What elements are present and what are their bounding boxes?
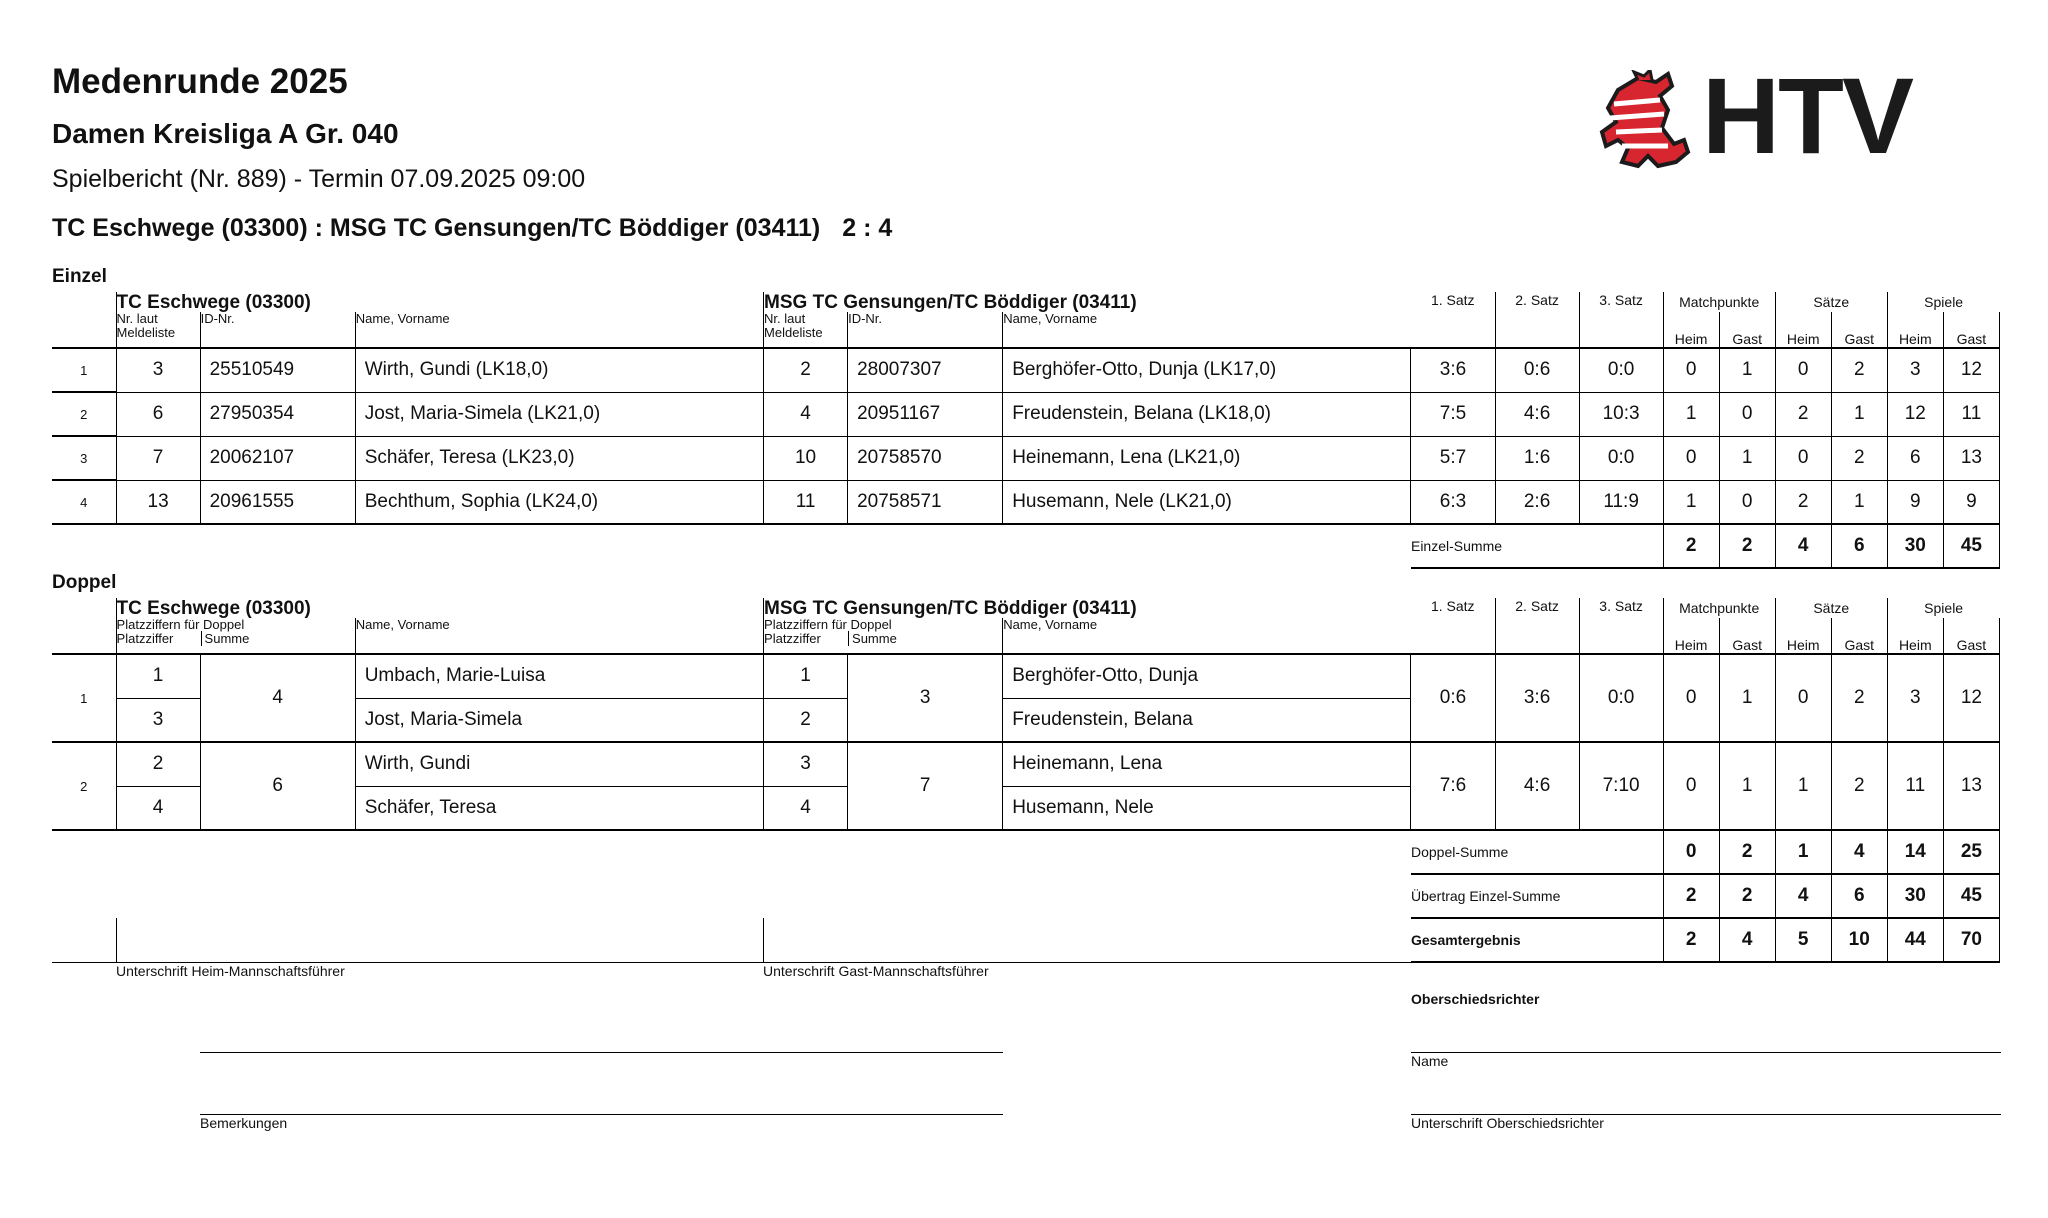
col-gast: Gast — [1719, 312, 1775, 348]
einzel-home-team: TC Eschwege (03300) — [116, 292, 763, 312]
col-nr: Nr. laut Meldeliste — [116, 312, 200, 348]
signature-line[interactable] — [200, 1052, 1003, 1053]
sig-home-label: Unterschrift Heim-Mannschaftsführer — [116, 963, 345, 979]
cell-gp2: 2 — [764, 698, 848, 742]
cell-hid: 25510549 — [200, 348, 355, 392]
doppel-table — [52, 598, 2000, 963]
total-cell: 70 — [1943, 918, 1999, 962]
cell-gg: 12 — [1943, 654, 1999, 742]
col-gast: Gast — [1943, 618, 1999, 654]
cell-hnr: 7 — [116, 436, 200, 480]
sum-cell: 25 — [1943, 830, 1999, 874]
row-number: 1 — [52, 654, 116, 742]
cell-mg: 0 — [1719, 480, 1775, 524]
col-heim: Heim — [1775, 312, 1831, 348]
col-platz-guest — [764, 618, 1003, 654]
cell-gnr: 11 — [764, 480, 848, 524]
cell-s1: 0:6 — [1411, 654, 1495, 742]
cell-sg: 2 — [1831, 348, 1887, 392]
einzel-heading: Einzel — [52, 266, 107, 287]
cell-gh: 9 — [1887, 480, 1943, 524]
cell-mg: 1 — [1719, 348, 1775, 392]
col-summe: Summe — [201, 631, 250, 646]
match-result: 2 : 4 — [842, 214, 893, 242]
cell-mh: 0 — [1663, 348, 1719, 392]
sum-cell: 30 — [1887, 524, 1943, 568]
lion-icon — [1598, 70, 1698, 175]
cell-sg: 1 — [1831, 392, 1887, 436]
carry-cell: 4 — [1775, 874, 1831, 918]
col-pz: Platzziffer — [764, 631, 821, 646]
carry-cell: 30 — [1887, 874, 1943, 918]
col-platz-label: Platzziffern für Doppel — [764, 617, 892, 632]
carry-cell: 45 — [1943, 874, 1999, 918]
sum-cell: 1 — [1775, 830, 1831, 874]
total-cell: 10 — [1831, 918, 1887, 962]
carry-cell: 2 — [1663, 874, 1719, 918]
cell-s3: 0:0 — [1579, 436, 1663, 480]
cell-sg: 2 — [1831, 654, 1887, 742]
cell-mg: 0 — [1719, 392, 1775, 436]
page-title: Medenrunde 2025 — [52, 62, 348, 101]
total-cell: 2 — [1663, 918, 1719, 962]
logo-text: HTV — [1702, 55, 1912, 176]
cell-gg: 9 — [1943, 480, 1999, 524]
cell-sh: 2 — [1775, 480, 1831, 524]
cell-s2: 3:6 — [1495, 654, 1579, 742]
cell-gn1: Berghöfer-Otto, Dunja — [1003, 654, 1411, 698]
cell-s1: 6:3 — [1411, 480, 1495, 524]
col-satz2: 2. Satz — [1495, 292, 1579, 348]
cell-gname: Husemann, Nele (LK21,0) — [1003, 480, 1411, 524]
cell-gname: Heinemann, Lena (LK21,0) — [1003, 436, 1411, 480]
col-matchpunkte: Matchpunkte — [1663, 292, 1775, 312]
cell-gnr: 2 — [764, 348, 848, 392]
sum-cell: 0 — [1663, 830, 1719, 874]
cell-mh: 0 — [1663, 742, 1719, 830]
cell-hnr: 6 — [116, 392, 200, 436]
cell-gid: 20758571 — [848, 480, 1003, 524]
total-cell: 4 — [1719, 918, 1775, 962]
cell-sh: 0 — [1775, 436, 1831, 480]
cell-hsum: 6 — [200, 742, 355, 830]
col-heim: Heim — [1887, 312, 1943, 348]
cell-hn1: Umbach, Marie-Luisa — [355, 654, 763, 698]
cell-hid: 27950354 — [200, 392, 355, 436]
referee-label: Oberschiedsrichter — [1411, 991, 1540, 1007]
sum-cell: 45 — [1943, 524, 1999, 568]
cell-sh: 2 — [1775, 392, 1831, 436]
col-spiele: Spiele — [1887, 292, 1999, 312]
col-heim: Heim — [1887, 618, 1943, 654]
doppel-row — [52, 654, 2000, 698]
cell-gp1: 3 — [764, 742, 848, 786]
remarks-line[interactable] — [200, 1114, 1003, 1115]
col-heim: Heim — [1775, 618, 1831, 654]
cell-sh: 0 — [1775, 348, 1831, 392]
col-heim: Heim — [1663, 618, 1719, 654]
referee-name-line[interactable] — [1411, 1052, 2001, 1053]
col-matchpunkte: Matchpunkte — [1663, 598, 1775, 618]
doppel-sum-label: Doppel-Summe — [1411, 830, 1663, 874]
report-info: Spielbericht (Nr. 889) - Termin 07.09.2025 09:00 — [52, 165, 586, 193]
cell-sg: 2 — [1831, 436, 1887, 480]
cell-hname: Bechthum, Sophia (LK24,0) — [355, 480, 763, 524]
cell-gg: 13 — [1943, 742, 1999, 830]
cell-gh: 12 — [1887, 392, 1943, 436]
league-title: Damen Kreisliga A Gr. 040 — [52, 118, 399, 149]
cell-s1: 5:7 — [1411, 436, 1495, 480]
col-pz: Platzziffer — [116, 631, 174, 646]
referee-signature-label: Unterschrift Oberschiedsrichter — [1411, 1115, 1604, 1131]
einzel-row — [52, 480, 2000, 524]
cell-s1: 7:6 — [1411, 742, 1495, 830]
cell-mh: 1 — [1663, 392, 1719, 436]
cell-gh: 3 — [1887, 654, 1943, 742]
doppel-guest-team: MSG TC Gensungen/TC Böddiger (03411) — [764, 598, 1411, 618]
col-gast: Gast — [1719, 618, 1775, 654]
cell-mh: 0 — [1663, 436, 1719, 480]
cell-hname: Jost, Maria-Simela (LK21,0) — [355, 392, 763, 436]
cell-s2: 0:6 — [1495, 348, 1579, 392]
col-satz2: 2. Satz — [1495, 598, 1579, 654]
einzel-row — [52, 348, 2000, 392]
col-id: ID-Nr. — [200, 312, 355, 348]
sum-cell: 4 — [1775, 524, 1831, 568]
referee-name-label: Name — [1411, 1053, 1449, 1069]
col-saetze: Sätze — [1775, 292, 1887, 312]
doppel-home-team: TC Eschwege (03300) — [116, 598, 763, 618]
remarks-label: Bemerkungen — [200, 1115, 288, 1131]
cell-hnr: 13 — [116, 480, 200, 524]
cell-gg: 11 — [1943, 392, 1999, 436]
cell-s3: 10:3 — [1579, 392, 1663, 436]
cell-gid: 20951167 — [848, 392, 1003, 436]
cell-sh: 1 — [1775, 742, 1831, 830]
cell-gnr: 4 — [764, 392, 848, 436]
row-number: 4 — [52, 480, 116, 524]
cell-gn2: Freudenstein, Belana — [1003, 698, 1411, 742]
cell-hn2: Schäfer, Teresa — [355, 786, 763, 830]
cell-gname: Berghöfer-Otto, Dunja (LK17,0) — [1003, 348, 1411, 392]
cell-sh: 0 — [1775, 654, 1831, 742]
cell-hsum: 4 — [200, 654, 355, 742]
sum-cell: 4 — [1831, 830, 1887, 874]
einzel-sum-label: Einzel-Summe — [1411, 524, 1663, 568]
cell-gsum: 3 — [848, 654, 1003, 742]
col-platz — [116, 618, 355, 654]
cell-s3: 0:0 — [1579, 348, 1663, 392]
col-satz3: 3. Satz — [1579, 598, 1663, 654]
total-cell: 5 — [1775, 918, 1831, 962]
col-gast: Gast — [1831, 312, 1887, 348]
cell-gg: 13 — [1943, 436, 1999, 480]
doppel-row — [52, 742, 2000, 786]
cell-gid: 20758570 — [848, 436, 1003, 480]
col-spiele: Spiele — [1887, 598, 1999, 618]
cell-gg: 12 — [1943, 348, 1999, 392]
doppel-heading: Doppel — [52, 572, 117, 593]
cell-s3: 11:9 — [1579, 480, 1663, 524]
col-name-guest: Name, Vorname — [1003, 618, 1411, 654]
cell-s2: 2:6 — [1495, 480, 1579, 524]
total-cell: 44 — [1887, 918, 1943, 962]
match-title — [52, 214, 892, 243]
cell-s2: 4:6 — [1495, 742, 1579, 830]
cell-gh: 3 — [1887, 348, 1943, 392]
cell-gn2: Husemann, Nele — [1003, 786, 1411, 830]
cell-s1: 7:5 — [1411, 392, 1495, 436]
cell-sg: 2 — [1831, 742, 1887, 830]
cell-s3: 7:10 — [1579, 742, 1663, 830]
einzel-row — [52, 392, 2000, 436]
cell-gn1: Heinemann, Lena — [1003, 742, 1411, 786]
cell-hid: 20961555 — [200, 480, 355, 524]
cell-hp2: 4 — [116, 786, 200, 830]
cell-mh: 0 — [1663, 654, 1719, 742]
carry-label: Übertrag Einzel-Summe — [1411, 874, 1663, 918]
cell-hid: 20062107 — [200, 436, 355, 480]
cell-mg: 1 — [1719, 436, 1775, 480]
cell-hname: Wirth, Gundi (LK18,0) — [355, 348, 763, 392]
col-satz1: 1. Satz — [1430, 292, 1475, 308]
cell-s1: 3:6 — [1411, 348, 1495, 392]
col-name-guest: Name, Vorname — [1003, 312, 1411, 348]
cell-mh: 1 — [1663, 480, 1719, 524]
col-saetze: Sätze — [1775, 598, 1887, 618]
cell-hname: Schäfer, Teresa (LK23,0) — [355, 436, 763, 480]
cell-gh: 11 — [1887, 742, 1943, 830]
cell-gnr: 10 — [764, 436, 848, 480]
cell-gname: Freudenstein, Belana (LK18,0) — [1003, 392, 1411, 436]
cell-hn1: Wirth, Gundi — [355, 742, 763, 786]
carry-cell: 2 — [1719, 874, 1775, 918]
col-id-guest: ID-Nr. — [848, 312, 1003, 348]
cell-sg: 1 — [1831, 480, 1887, 524]
row-number: 2 — [52, 392, 116, 436]
sum-cell: 2 — [1663, 524, 1719, 568]
cell-hnr: 3 — [116, 348, 200, 392]
cell-gsum: 7 — [848, 742, 1003, 830]
col-satz3: 3. Satz — [1579, 292, 1663, 348]
einzel-row — [52, 436, 2000, 480]
col-name: Name, Vorname — [355, 618, 763, 654]
col-name: Name, Vorname — [355, 312, 763, 348]
cell-hn2: Jost, Maria-Simela — [355, 698, 763, 742]
htv-logo — [1598, 55, 1998, 180]
cell-hp2: 3 — [116, 698, 200, 742]
cell-s3: 0:0 — [1579, 654, 1663, 742]
sum-cell: 2 — [1719, 524, 1775, 568]
einzel-table — [52, 292, 2000, 569]
cell-gp2: 4 — [764, 786, 848, 830]
sum-cell: 14 — [1887, 830, 1943, 874]
sum-cell: 6 — [1831, 524, 1887, 568]
col-platz-label: Platzziffern für Doppel — [116, 617, 245, 632]
cell-hp1: 2 — [116, 742, 200, 786]
col-summe: Summe — [848, 631, 897, 646]
cell-mg: 1 — [1719, 742, 1775, 830]
sig-guest-label: Unterschrift Gast-Mannschaftsführer — [763, 963, 989, 979]
row-number: 3 — [52, 436, 116, 480]
col-nr-guest: Nr. laut Meldeliste — [764, 312, 848, 348]
cell-s2: 4:6 — [1495, 392, 1579, 436]
einzel-guest-team: MSG TC Gensungen/TC Böddiger (03411) — [764, 292, 1411, 312]
total-label: Gesamtergebnis — [1411, 918, 1663, 962]
carry-cell: 6 — [1831, 874, 1887, 918]
row-number: 1 — [52, 348, 116, 392]
cell-gp1: 1 — [764, 654, 848, 698]
col-heim: Heim — [1663, 312, 1719, 348]
cell-gid: 28007307 — [848, 348, 1003, 392]
cell-mg: 1 — [1719, 654, 1775, 742]
col-satz1: 1. Satz — [1430, 598, 1475, 614]
match-teams: TC Eschwege (03300) : MSG TC Gensungen/TC Böddiger (03411) — [52, 214, 821, 242]
cell-hp1: 1 — [116, 654, 200, 698]
cell-s2: 1:6 — [1495, 436, 1579, 480]
col-gast: Gast — [1831, 618, 1887, 654]
col-gast: Gast — [1943, 312, 1999, 348]
sum-cell: 2 — [1719, 830, 1775, 874]
row-number: 2 — [52, 742, 116, 830]
cell-gh: 6 — [1887, 436, 1943, 480]
